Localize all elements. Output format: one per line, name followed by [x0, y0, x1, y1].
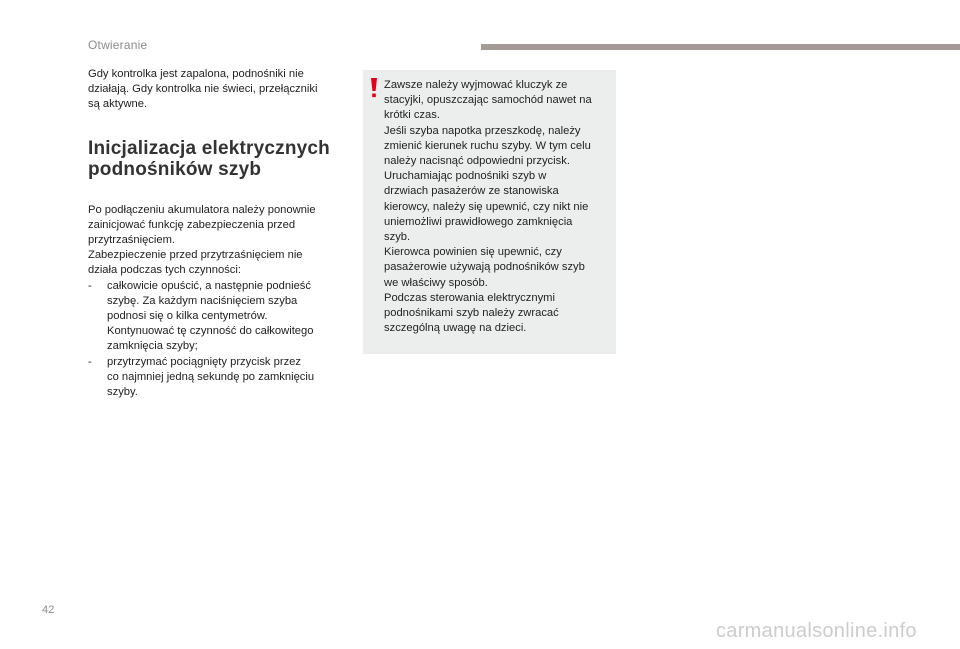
text-line: Inicjalizacja elektrycznych: [88, 137, 330, 159]
instruction-list: [88, 279, 350, 401]
intro-paragraph: [88, 67, 350, 113]
page-number: 42: [42, 604, 55, 616]
text-line: są aktywne.: [88, 98, 148, 111]
text-line: należy nacisnąć odpowiedni przycisk.: [384, 155, 570, 168]
text-line: Kierowca powinien się upewnić, czy: [384, 246, 562, 259]
text-line: co najmniej jedną sekundę po zamknięciu: [107, 370, 315, 383]
section-label: Otwieranie: [88, 38, 148, 52]
text-line: całkowicie opuścić, a następnie podnieść: [107, 279, 311, 292]
text-line: Podczas sterowania elektrycznymi: [384, 291, 555, 304]
text-line: krótki czas.: [384, 109, 440, 122]
text-line: kierowcy, należy się upewnić, czy nikt nie: [384, 200, 589, 213]
text-line: podnośnikami szyb należy zwracać: [384, 307, 559, 320]
text-line: działa podczas tych czynności:: [88, 264, 241, 277]
text-line: pasażerowie używają podnośników szyb: [384, 261, 585, 274]
text-line: zmienić kierunek ruchu szyby. W tym celu: [384, 139, 591, 152]
left-column: [88, 67, 350, 400]
exclamation-warning-icon: [370, 78, 378, 98]
watermark: carmanualsonline.info: [716, 620, 917, 642]
text-line: Gdy kontrolka jest zapalona, podnośniki nie: [88, 68, 304, 80]
text-line: szyby.: [107, 386, 138, 399]
warning-box: [363, 70, 616, 354]
text-line: Po podłączeniu akumulatora należy ponownie: [88, 203, 316, 216]
section-heading: [88, 138, 350, 180]
text-line: Jeśli szyba napotka przeszkodę, należy: [384, 124, 581, 137]
text-line: przytrzaśnięciem.: [88, 234, 176, 247]
text-line: uniemożliwi prawidłowego zamknięcia: [384, 215, 573, 228]
text-line: Uruchamiając podnośniki szyb w: [384, 170, 547, 183]
text-line: Kontynuować tę czynność do całkowitego: [107, 325, 314, 338]
text-line: szyb.: [384, 231, 411, 244]
list-dash: -: [88, 279, 92, 292]
list-dash: -: [88, 355, 92, 368]
list-item: [88, 279, 350, 355]
header-bar: [481, 44, 960, 50]
text-line: szczególną uwagę na dzieci.: [384, 322, 527, 335]
text-line: we właściwy sposób.: [384, 276, 488, 289]
text-line: zainicjować funkcję zabezpieczenia przed: [88, 218, 296, 231]
text-line: przytrzymać pociągnięty przycisk przez: [107, 355, 301, 368]
body-paragraph: [88, 203, 350, 279]
text-line: podnosi się o kilka centymetrów.: [107, 310, 268, 323]
warning-text: [384, 78, 610, 336]
text-line: drzwiach pasażerów ze stanowiska: [384, 185, 559, 198]
text-line: podnośników szyb: [88, 158, 262, 180]
list-item: [88, 355, 350, 401]
text-line: stacyjki, opuszczając samochód nawet na: [384, 94, 592, 107]
text-line: Zabezpieczenie przed przytrzaśnięciem nie: [88, 249, 303, 262]
text-line: szybę. Za każdym naciśnięciem szyba: [107, 294, 298, 307]
text-line: zamknięcia szyby;: [107, 340, 198, 353]
text-line: działają. Gdy kontrolka nie świeci, przełączniki: [88, 83, 318, 96]
text-line: Zawsze należy wyjmować kluczyk ze: [384, 79, 568, 91]
